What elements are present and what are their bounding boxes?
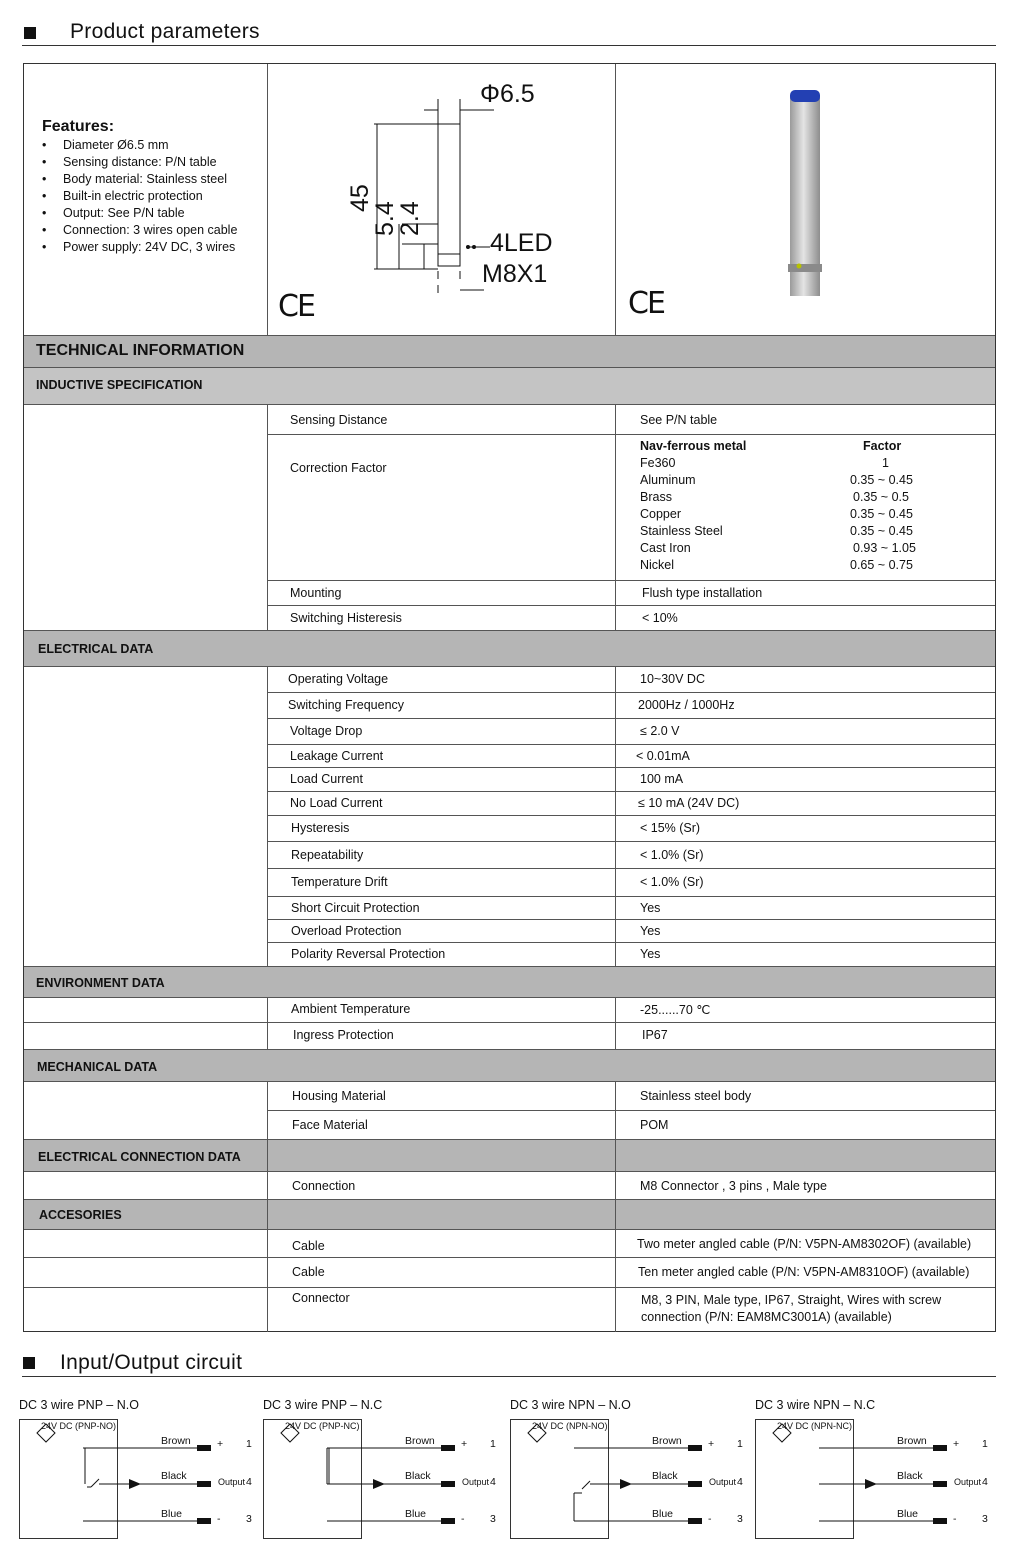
- divider: [267, 580, 995, 581]
- ce-mark-icon: CE: [628, 286, 664, 321]
- band-mechanical: [24, 1049, 995, 1081]
- pin-4: 4: [982, 1476, 988, 1488]
- wire-label-black: Black: [161, 1470, 187, 1482]
- circuit-title: DC 3 wire PNP – N.O: [19, 1398, 139, 1412]
- spec-label: Face Material: [292, 1118, 368, 1132]
- divider: [267, 791, 995, 792]
- band-accessories: [24, 1199, 995, 1229]
- spec-value-cont: connection (P/N: EAM8MC3001A) (available): [641, 1310, 892, 1324]
- circuit-wiring-icon: [510, 1415, 730, 1545]
- section-bullet-icon: [23, 1357, 35, 1369]
- spec-value: Flush type installation: [642, 586, 763, 600]
- spec-label: Connection: [292, 1179, 356, 1193]
- spec-label: Temperature Drift: [291, 875, 388, 889]
- section-title-product-parameters: Product parameters: [70, 20, 260, 43]
- divider: [24, 404, 995, 405]
- correction-factor: 0.93 ~ 1.05: [853, 541, 916, 555]
- band-label: INDUCTIVE SPECIFICATION: [36, 378, 203, 392]
- correction-factor: 0.65 ~ 0.75: [850, 558, 913, 572]
- pin-1: 1: [982, 1438, 988, 1450]
- divider: [24, 630, 995, 631]
- spec-label: Connector: [292, 1291, 350, 1305]
- band-environment: [24, 966, 995, 997]
- features-list: [42, 137, 237, 256]
- spec-value: 100 mA: [640, 772, 684, 786]
- divider: [267, 744, 995, 745]
- divider: [267, 896, 995, 897]
- correction-factor: 0.35 ~ 0.5: [853, 490, 909, 504]
- band-label: ELECTRICAL CONNECTION DATA: [38, 1150, 241, 1164]
- spec-label: Leakage Current: [290, 748, 384, 763]
- divider: [267, 997, 268, 1049]
- divider: [24, 966, 995, 967]
- terminal-plus: +: [217, 1438, 224, 1450]
- circuit-supply-label: 24V DC (NPN-NO): [532, 1421, 608, 1431]
- correction-metal: Copper: [640, 507, 681, 521]
- spec-value: Yes: [640, 923, 661, 938]
- spec-label: Polarity Reversal Protection: [291, 947, 446, 961]
- divider: [24, 1022, 995, 1023]
- spec-value: M8, 3 PIN, Male type, IP67, Straight, Wires with screw: [641, 1293, 942, 1307]
- divider: [24, 1257, 995, 1258]
- feature-item: • Output: See P/N table: [42, 205, 237, 222]
- spec-label: Switching Histeresis: [290, 611, 402, 625]
- sensor-photo: [779, 86, 829, 306]
- circuit-supply-label: 24V DC (PNP-NC): [285, 1421, 360, 1431]
- pin-4: 4: [737, 1476, 743, 1488]
- terminal-minus: -: [461, 1513, 465, 1525]
- divider: [24, 1287, 995, 1288]
- wire-label-blue: Blue: [161, 1508, 183, 1520]
- spec-value: M8 Connector , 3 pins , Male type: [640, 1179, 827, 1193]
- spec-label: Cable: [292, 1265, 325, 1279]
- spec-value: POM: [640, 1118, 669, 1132]
- terminal-plus: +: [953, 1438, 960, 1450]
- section-rule: [22, 45, 996, 46]
- divider: [267, 868, 995, 869]
- terminal-minus: -: [953, 1513, 957, 1525]
- divider: [267, 1199, 268, 1332]
- spec-label: No Load Current: [290, 796, 383, 810]
- spec-value: Yes: [640, 947, 661, 961]
- divider: [267, 404, 268, 630]
- correction-factor: 0.35 ~ 0.45: [850, 473, 913, 487]
- divider: [615, 404, 616, 630]
- feature-item: • Power supply: 24V DC, 3 wires: [42, 239, 237, 256]
- divider: [24, 1199, 995, 1200]
- divider: [24, 1171, 995, 1172]
- section-rule: [22, 1376, 996, 1377]
- spec-value: < 0.01mA: [636, 748, 690, 763]
- feature-item: • Body material: Stainless steel: [42, 171, 237, 188]
- wire-label-brown: Brown: [897, 1435, 927, 1447]
- dim-2-4: 2.4: [396, 201, 424, 236]
- pin-4: 4: [490, 1476, 496, 1488]
- features-title: Features:: [42, 118, 115, 135]
- feature-item: • Built-in electric protection: [42, 188, 237, 205]
- circuit-wiring-icon: [19, 1415, 239, 1545]
- section-title-io-circuit: Input/Output circuit: [60, 1351, 243, 1374]
- spec-label: Overload Protection: [291, 923, 402, 938]
- spec-value: < 1.0% (Sr): [640, 875, 704, 889]
- circuit-title: DC 3 wire PNP – N.C: [263, 1398, 383, 1412]
- circuit-supply-label: 24V DC (PNP-NO): [41, 1421, 117, 1431]
- divider: [24, 1049, 995, 1050]
- spec-value: Ten meter angled cable (P/N: V5PN-AM8310OF) (available): [638, 1265, 970, 1279]
- pin-3: 3: [490, 1513, 496, 1525]
- pin-4: 4: [246, 1476, 252, 1488]
- spec-value: < 1.0% (Sr): [640, 847, 704, 862]
- correction-factor: 0.35 ~ 0.45: [850, 507, 913, 521]
- spec-label: Hysteresis: [291, 821, 350, 835]
- spec-value: < 15% (Sr): [640, 821, 701, 835]
- divider: [267, 1110, 995, 1111]
- divider: [267, 666, 268, 966]
- pin-1: 1: [737, 1438, 743, 1450]
- pin-3: 3: [246, 1513, 252, 1525]
- divider: [24, 1139, 995, 1140]
- divider: [24, 666, 995, 667]
- correction-col-metal: Nav-ferrous metal: [640, 439, 747, 453]
- correction-factor: 1: [882, 456, 889, 470]
- dim-led: 4LED: [490, 229, 553, 257]
- divider: [267, 434, 995, 435]
- spec-label: Load Current: [290, 772, 363, 786]
- correction-col-factor: Factor: [863, 439, 902, 453]
- terminal-plus: +: [461, 1438, 468, 1450]
- dim-length: 45: [346, 184, 374, 212]
- divider: [24, 367, 995, 368]
- feature-item: • Diameter Ø6.5 mm: [42, 137, 237, 154]
- terminal-minus: -: [217, 1513, 221, 1525]
- band-label: MECHANICAL DATA: [37, 1060, 158, 1074]
- correction-metal: Cast Iron: [640, 541, 691, 555]
- divider: [267, 841, 995, 842]
- spec-value: IP67: [642, 1028, 668, 1042]
- correction-metal: Fe360: [640, 456, 676, 470]
- wire-label-black: Black: [897, 1470, 923, 1482]
- spec-label: Correction Factor: [290, 461, 387, 475]
- dim-thread: M8X1: [482, 260, 548, 288]
- wire-label-blue: Blue: [652, 1508, 674, 1520]
- wire-label-brown: Brown: [405, 1435, 435, 1447]
- spec-label: Cable: [292, 1239, 325, 1253]
- dimension-drawing: [344, 79, 584, 299]
- divider: [267, 919, 995, 920]
- divider: [267, 605, 995, 606]
- divider: [615, 1139, 616, 1199]
- band-electrical: [24, 630, 995, 666]
- spec-value: < 10%: [642, 611, 678, 625]
- feature-item: • Connection: 3 wires open cable: [42, 222, 237, 239]
- wire-label-blue: Blue: [405, 1508, 427, 1520]
- spec-label: Repeatability: [291, 847, 364, 862]
- wire-label-brown: Brown: [652, 1435, 682, 1447]
- spec-label: Housing Material: [292, 1089, 386, 1103]
- correction-metal: Stainless Steel: [640, 524, 723, 538]
- band-label: ELECTRICAL DATA: [38, 642, 154, 656]
- dim-diameter: Φ6.5: [480, 80, 535, 108]
- circuit-wiring-icon: [263, 1415, 483, 1545]
- spec-value: See P/N table: [640, 413, 718, 427]
- divider: [615, 997, 616, 1049]
- terminal-output: Output: [709, 1477, 737, 1487]
- divider: [267, 1139, 268, 1199]
- terminal-output: Output: [218, 1477, 246, 1487]
- circuit-title: DC 3 wire NPN – N.C: [755, 1398, 876, 1412]
- terminal-output: Output: [954, 1477, 982, 1487]
- band-label: ACCESORIES: [39, 1208, 122, 1222]
- dim-5-4: 5.4: [371, 201, 399, 236]
- divider: [267, 692, 995, 693]
- spec-table: [23, 63, 996, 1332]
- divider: [615, 64, 616, 335]
- divider: [267, 767, 995, 768]
- correction-metal: Brass: [640, 490, 672, 504]
- spec-value: Two meter angled cable (P/N: V5PN-AM8302OF) (available): [637, 1237, 972, 1251]
- spec-label: Voltage Drop: [290, 724, 363, 738]
- terminal-output: Output: [462, 1477, 490, 1487]
- divider: [24, 1229, 995, 1230]
- spec-label: Sensing Distance: [290, 413, 388, 427]
- section-bullet-icon: [24, 27, 36, 39]
- spec-label: Mounting: [290, 586, 342, 600]
- wire-label-black: Black: [652, 1470, 678, 1482]
- correction-factor: 0.35 ~ 0.45: [850, 524, 913, 538]
- divider: [24, 1081, 995, 1082]
- pin-3: 3: [982, 1513, 988, 1525]
- divider: [267, 942, 995, 943]
- spec-label: Switching Frequency: [288, 698, 405, 712]
- spec-label: Ambient Temperature: [291, 1002, 411, 1016]
- spec-value: ≤ 2.0 V: [640, 724, 680, 738]
- divider: [267, 815, 995, 816]
- circuit-wiring-icon: [755, 1415, 975, 1545]
- correction-metal: Aluminum: [640, 473, 696, 487]
- spec-label: Short Circuit Protection: [291, 900, 420, 915]
- spec-label: Operating Voltage: [288, 672, 389, 686]
- band-label: ENVIRONMENT DATA: [36, 976, 165, 990]
- pin-3: 3: [737, 1513, 743, 1525]
- spec-value: Yes: [640, 900, 661, 915]
- tech-info-title: TECHNICAL INFORMATION: [36, 342, 245, 359]
- spec-value: ≤ 10 mA (24V DC): [638, 796, 740, 810]
- divider: [267, 64, 268, 335]
- divider: [615, 666, 616, 966]
- circuit-title: DC 3 wire NPN – N.O: [510, 1398, 631, 1412]
- wire-label-blue: Blue: [897, 1508, 919, 1520]
- ce-mark-icon: CE: [278, 289, 314, 324]
- spec-value: 10~30V DC: [640, 672, 705, 686]
- wire-label-black: Black: [405, 1470, 431, 1482]
- divider: [267, 718, 995, 719]
- spec-value: Stainless steel body: [640, 1089, 752, 1103]
- correction-metal: Nickel: [640, 558, 675, 572]
- divider: [24, 335, 995, 336]
- feature-item: • Sensing distance: P/N table: [42, 154, 237, 171]
- divider: [24, 997, 995, 998]
- spec-value: -25......70 ℃: [640, 1003, 711, 1017]
- wire-label-brown: Brown: [161, 1435, 191, 1447]
- spec-value: 2000Hz / 1000Hz: [638, 698, 735, 712]
- pin-1: 1: [246, 1438, 252, 1450]
- circuit-supply-label: 24V DC (NPN-NC): [777, 1421, 853, 1431]
- spec-label: Ingress Protection: [293, 1028, 394, 1042]
- terminal-plus: +: [708, 1438, 715, 1450]
- divider: [615, 1199, 616, 1332]
- terminal-minus: -: [708, 1513, 712, 1525]
- pin-1: 1: [490, 1438, 496, 1450]
